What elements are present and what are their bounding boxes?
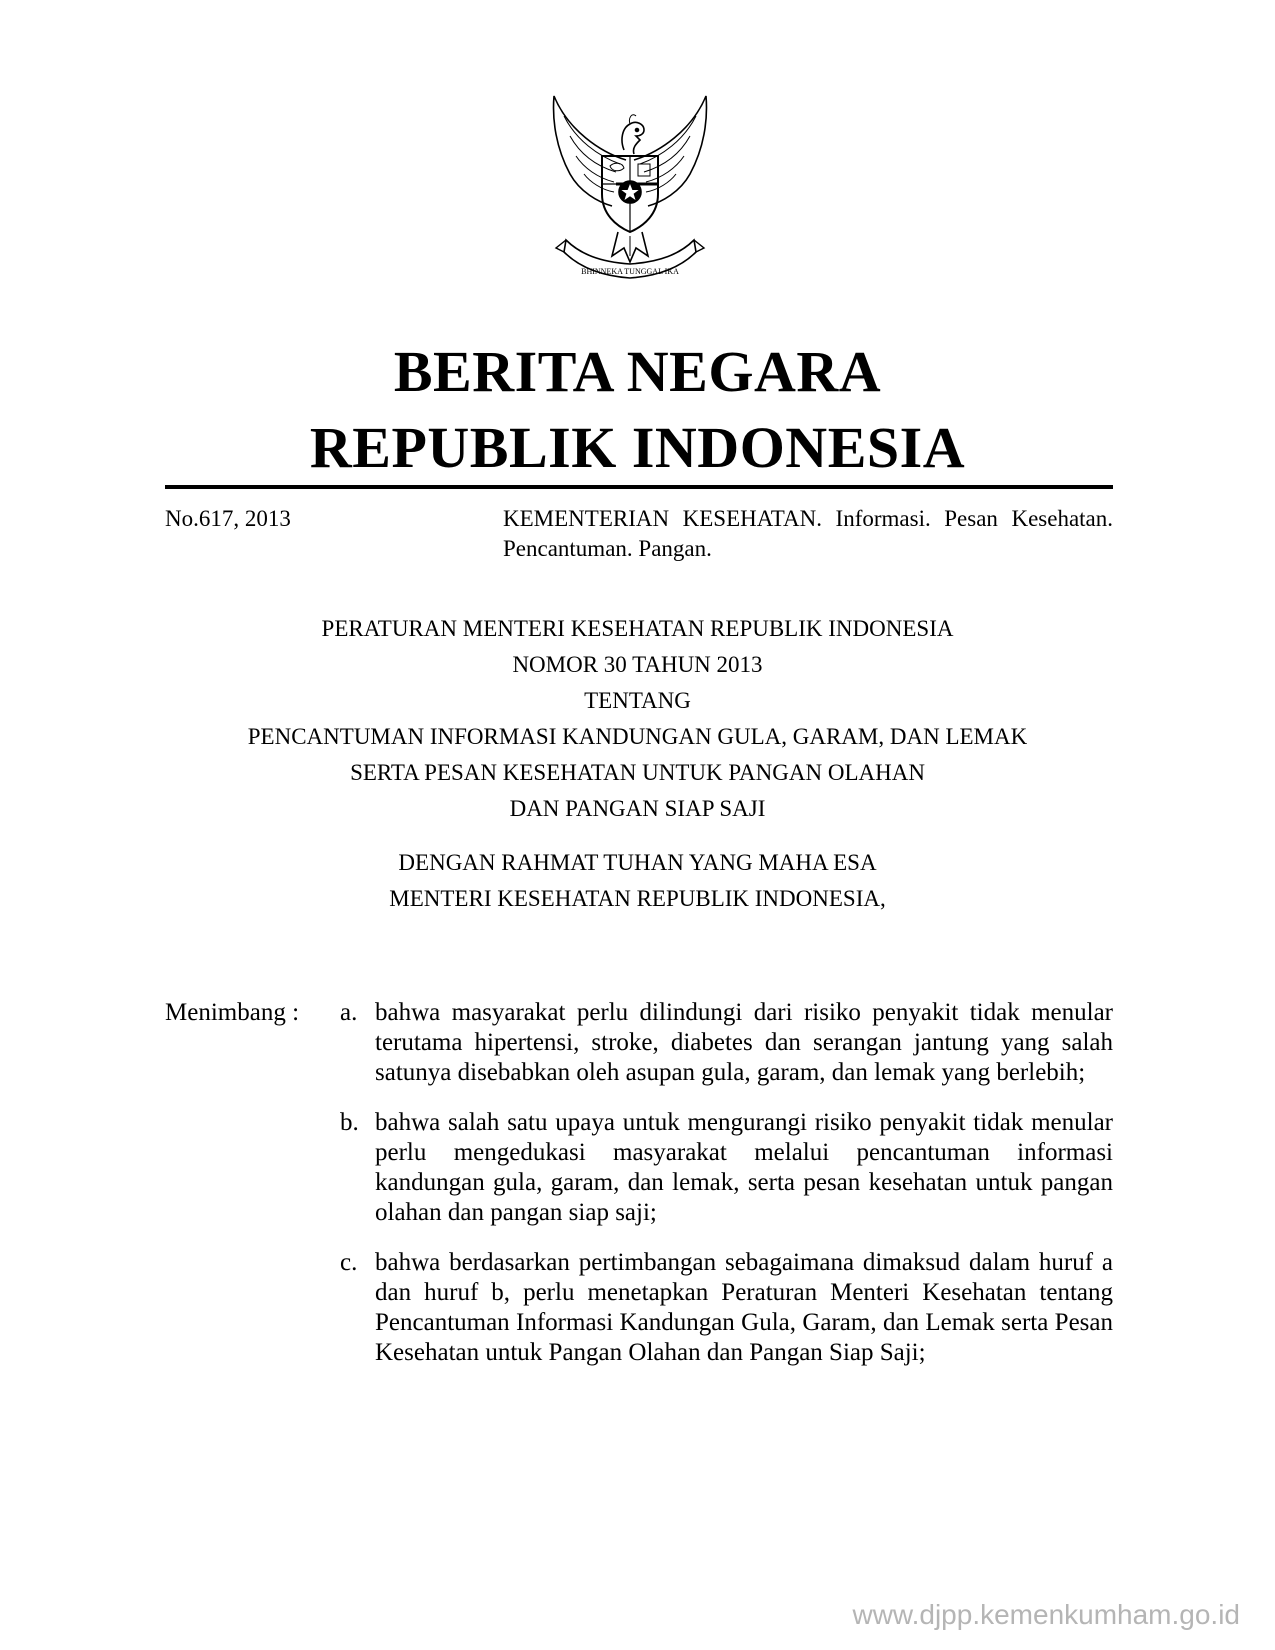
gazette-number: No.617, 2013: [165, 506, 291, 531]
gazette-title-line1: BERITA NEGARA: [393, 339, 882, 404]
item-letter: a.: [340, 999, 358, 1026]
svg-text:BHINNEKA TUNGGAL IKA: BHINNEKA TUNGGAL IKA: [581, 267, 679, 276]
considering-item: [165, 1248, 1113, 1368]
item-text: bahwa masyarakat perlu dilindungi dari risiko penyakit tidak menular terutama hipertensi, stroke, diabetes dan serangan jantung yang salah satunya disebabkan oleh asupan gula, garam, dan lemak yang berlebih;: [375, 999, 1113, 1086]
considering-item: [165, 1108, 1113, 1228]
gazette-title-line2: REPUBLIK INDONESIA: [309, 415, 966, 480]
gazette-subject: KEMENTERIAN KESEHATAN. Informasi. Pesan Kesehatan. Pencantuman. Pangan.: [503, 506, 1113, 561]
garuda-pancasila-emblem-icon: [540, 90, 720, 290]
considering-heading: Menimbang :: [165, 999, 300, 1026]
considering-section: [165, 998, 1113, 1368]
regulation-line: PERATURAN MENTERI KESEHATAN REPUBLIK INDONESIA: [321, 616, 954, 641]
preamble-block: [0, 845, 1275, 917]
regulation-line: TENTANG: [584, 688, 691, 713]
item-text: bahwa berdasarkan pertimbangan sebagaimana dimaksud dalam huruf a dan huruf b, perlu menetapkan Peraturan Menteri Kesehatan tentang Pencantuman Informasi Kandungan Gula, Garam, dan Lemak serta Pesan Kesehatan untuk Pangan Olahan dan Pangan Siap Saji;: [375, 1249, 1113, 1366]
regulation-line: SERTA PESAN KESEHATAN UNTUK PANGAN OLAHAN: [350, 760, 925, 785]
preamble-line: DENGAN RAHMAT TUHAN YANG MAHA ESA: [398, 850, 877, 875]
item-letter: c.: [340, 1249, 358, 1276]
considering-item: [165, 998, 1113, 1088]
regulation-line: DAN PANGAN SIAP SAJI: [509, 796, 766, 821]
website-watermark: www.djpp.kemenkumham.go.id: [852, 1599, 1240, 1630]
regulation-line: PENCANTUMAN INFORMASI KANDUNGAN GULA, GARAM, DAN LEMAK: [247, 724, 1028, 749]
item-text: bahwa salah satu upaya untuk mengurangi risiko penyakit tidak menular perlu mengedukasi masyarakat melalui pencantuman informasi kandungan gula, garam, dan lemak, serta pesan kesehatan untuk pangan olahan dan pangan siap saji;: [375, 1109, 1113, 1226]
title-divider: [165, 485, 1113, 489]
regulation-line: NOMOR 30 TAHUN 2013: [512, 652, 763, 677]
preamble-line: MENTERI KESEHATAN REPUBLIK INDONESIA,: [389, 886, 886, 911]
regulation-title-block: [0, 611, 1275, 827]
item-letter: b.: [340, 1109, 359, 1136]
